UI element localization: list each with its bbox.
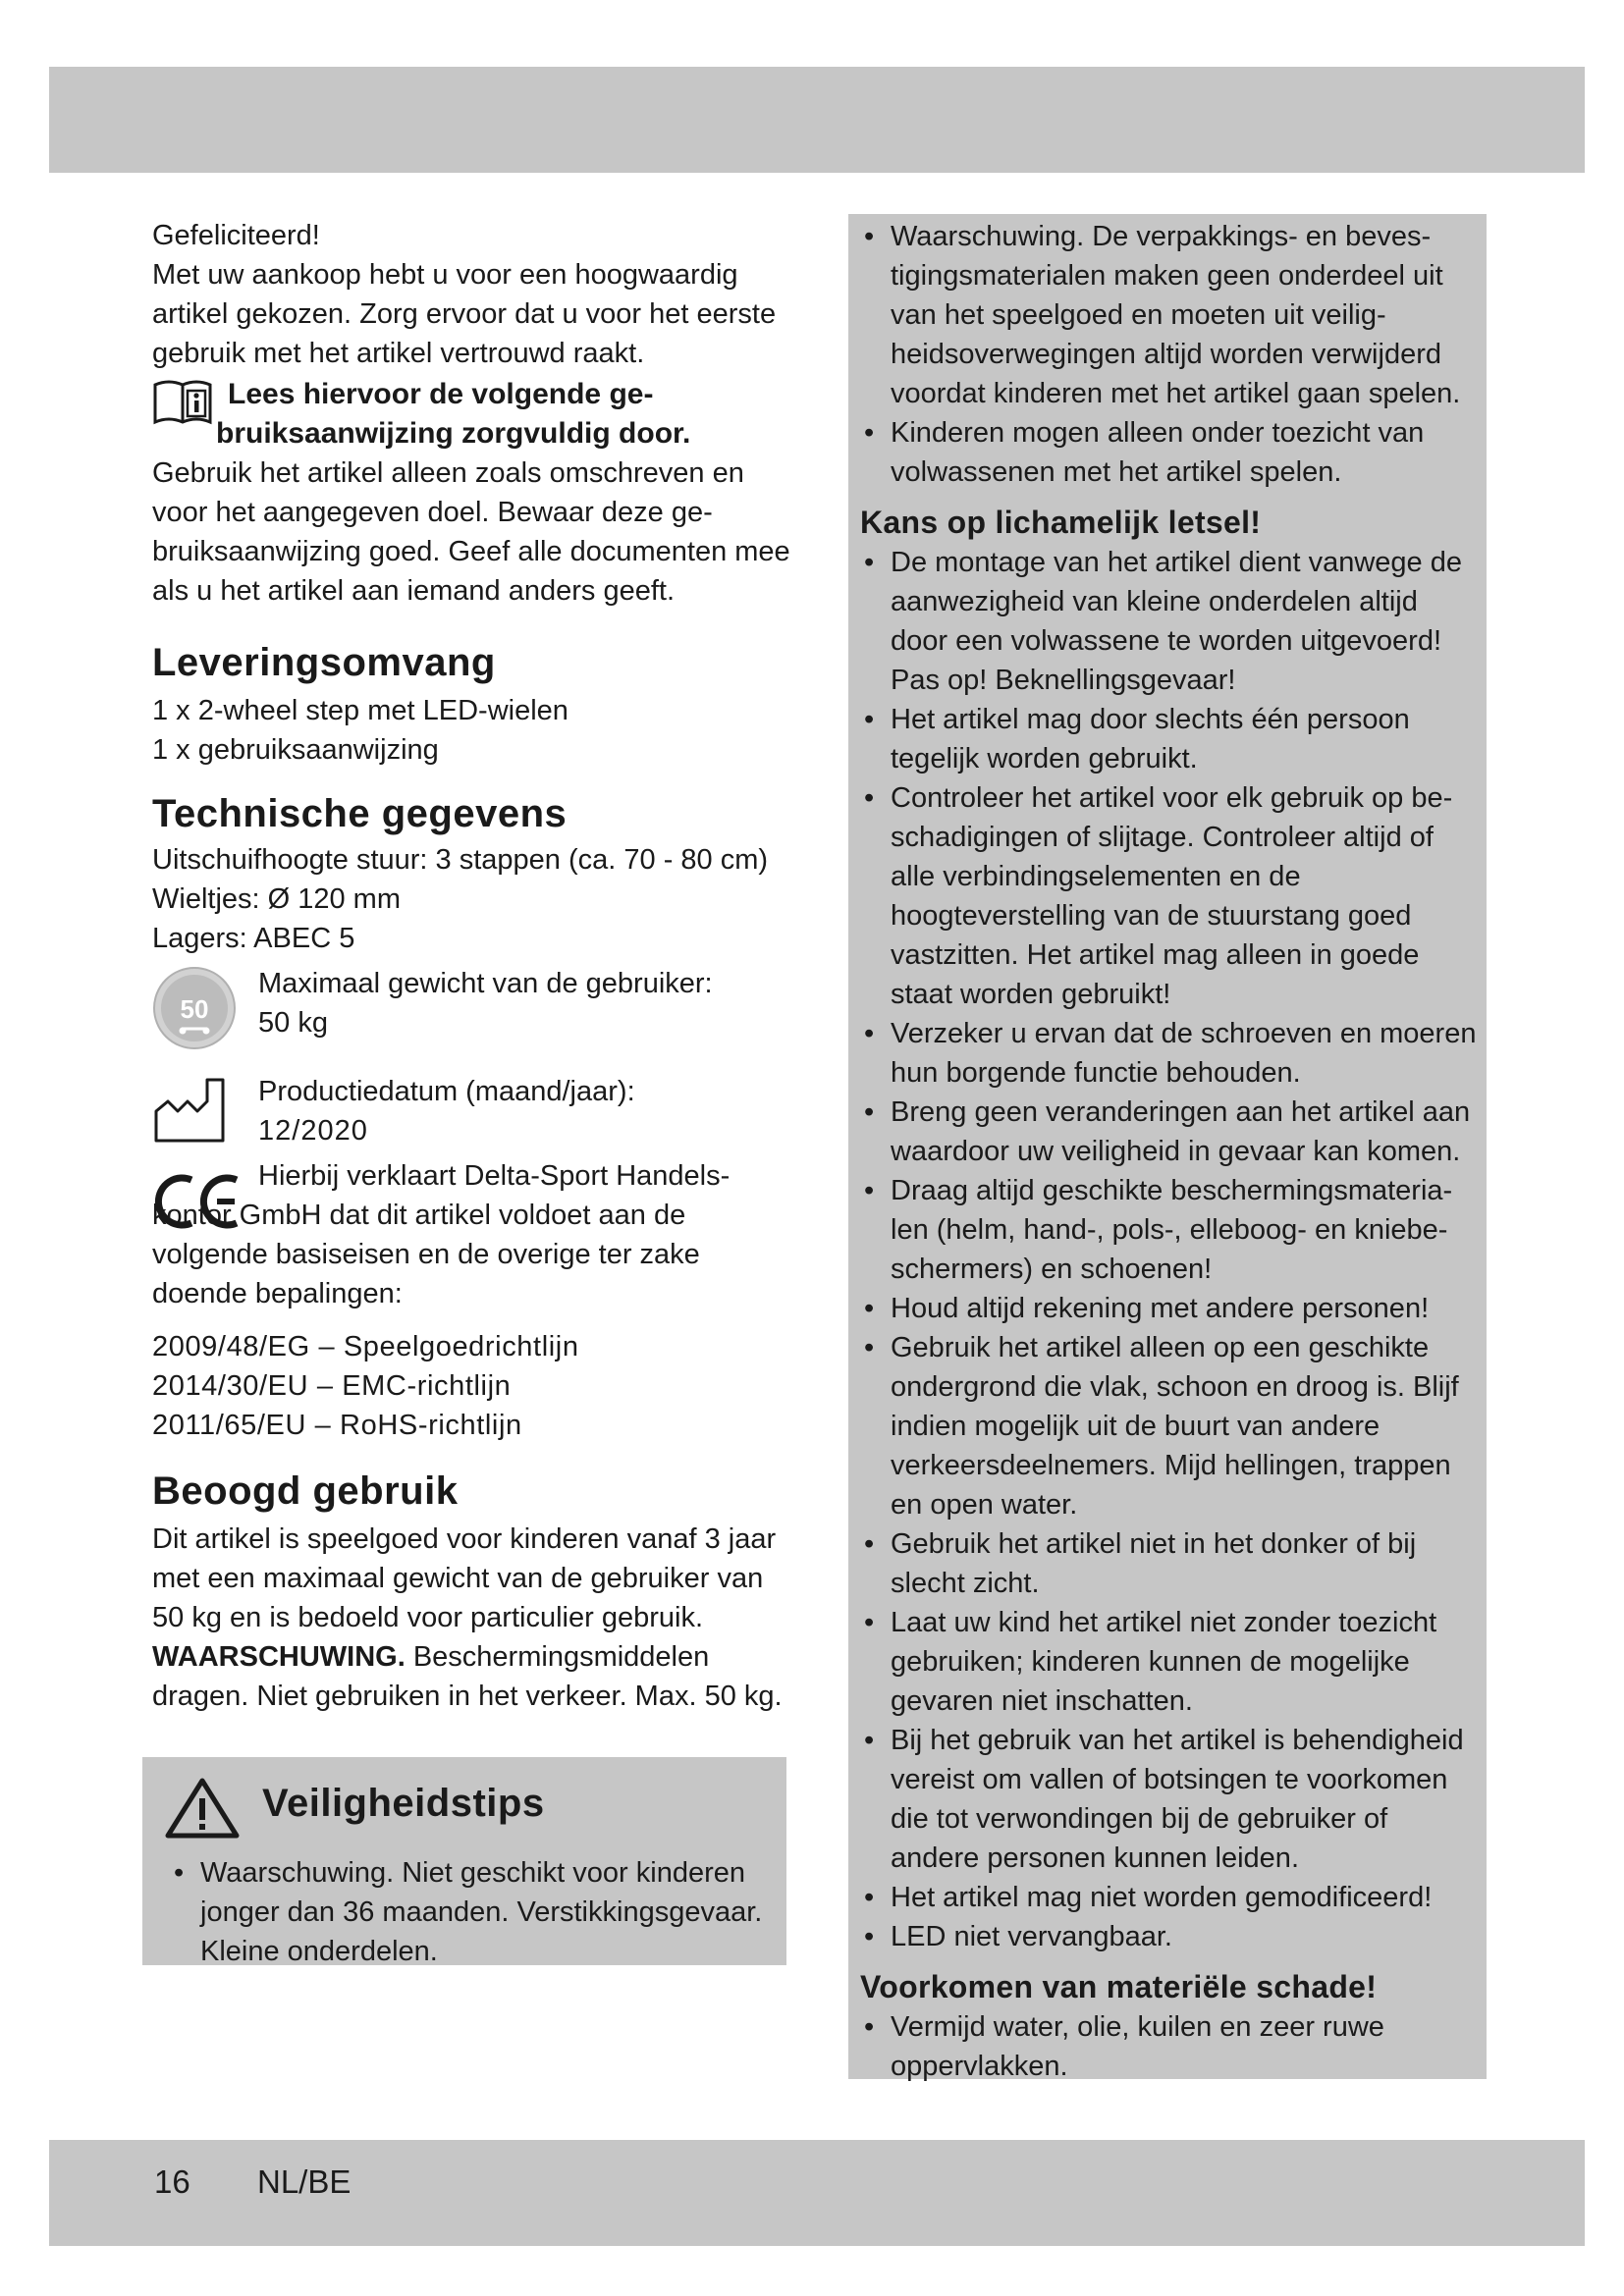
tech-line: Uitschuifhoogte stuur: 3 stappen (ca. 70 - 80 cm)	[152, 844, 769, 876]
delivery-item: 1 x gebruiksaanwijzing	[152, 734, 439, 766]
warning-item: • Waarschuwing. De verpakkings- en beves-tigingsmaterialen maken geen onderdeel uit van het speelgoed en moeten uit veilig-heidsoverwegingen altijd worden verwijderd voordat kinderen met het artikel gaan spelen.	[860, 217, 1477, 413]
safety-item: • Waarschuwing. Niet geschikt voor kinderen jonger dan 36 maanden. Verstikkingsgevaar. Kleine onderdelen.	[170, 1853, 769, 1971]
injury-item: • Het artikel mag door slechts één persoon tegelijk worden gebruikt.	[860, 700, 1477, 778]
greeting: Gefeliciteerd!	[152, 220, 320, 251]
note-line-1: Lees hiervoor de volgende ge-	[228, 378, 654, 410]
safety-tips-box	[142, 1757, 786, 1965]
injury-list	[860, 543, 1477, 1956]
production-date-label: Productiedatum (maand/jaar):	[258, 1076, 635, 1107]
directive: 2014/30/EU – EMC-richtlijn	[152, 1370, 512, 1402]
left-column	[152, 216, 790, 1716]
page-number: 16	[154, 2163, 190, 2200]
injury-item: • Houd altijd rekening met andere personen!	[860, 1289, 1477, 1328]
use-warning-text: Beschermingsmiddelen dragen. Niet gebruiken in het verkeer. Max. 50 kg.	[152, 1641, 783, 1712]
warning-triangle-icon	[164, 1777, 241, 1840]
ce-declaration-text: Hierbij verklaart Delta-Sport Handels-kontor GmbH dat dit artikel voldoet aan de volgende basiseisen en de overige ter zake doende bepalingen:	[152, 1160, 731, 1309]
header-bar	[49, 67, 1585, 173]
production-date-value: 12/2020	[258, 1115, 368, 1147]
general-warnings-list	[860, 217, 1477, 492]
tech-heading: Technische gegevens	[152, 792, 568, 835]
damage-list	[860, 2007, 1477, 2086]
damage-item: • Vermijd water, olie, kuilen en zeer ruwe oppervlakken.	[860, 2007, 1477, 2086]
use-warning-label: WAARSCHUWING.	[152, 1641, 406, 1673]
production-date-row	[152, 1072, 790, 1150]
read-instructions-note	[152, 375, 790, 454]
delivery-heading: Leveringsomvang	[152, 641, 496, 684]
injury-item: • Verzeker u ervan dat de schroeven en moeren hun borgende functie behouden.	[860, 1014, 1477, 1093]
use-heading: Beoogd gebruik	[152, 1469, 459, 1513]
max-weight-icon	[152, 966, 237, 1050]
tech-line: Wieltjes: Ø 120 mm	[152, 883, 401, 915]
right-column-box	[848, 214, 1487, 2082]
manual-info-icon	[152, 377, 213, 428]
language-code: NL/BE	[257, 2163, 352, 2200]
injury-item: • LED niet vervangbaar.	[860, 1917, 1477, 1956]
usage-instruction-text: Gebruik het artikel alleen zoals omschreven en voor het aangegeven doel. Bewaar deze ge-bruiksaanwijzing goed. Geef alle documenten mee als u het artikel aan iemand anders geeft.	[152, 457, 790, 607]
injury-item: • Laat uw kind het artikel niet zonder toezicht gebruiken; kinderen kunnen de mogelijke gevaren niet inschatten.	[860, 1603, 1477, 1721]
use-text: Dit artikel is speelgoed voor kinderen vanaf 3 jaar met een maximaal gewicht van de gebruiker van 50 kg en is bedoeld voor particulier gebruik.	[152, 1523, 777, 1633]
directive: 2009/48/EG – Speelgoedrichtlijn	[152, 1331, 579, 1362]
max-weight-row	[152, 964, 790, 1042]
note-line-2: bruiksaanwijzing zorgvuldig door.	[216, 417, 691, 450]
injury-item: • Breng geen veranderingen aan het artikel aan waardoor uw veiligheid in gevaar kan komen.	[860, 1093, 1477, 1171]
max-weight-value: 50 kg	[258, 1007, 328, 1039]
max-weight-label: Maximaal gewicht van de gebruiker:	[258, 968, 713, 999]
injury-item: • Gebruik het artikel alleen op een geschikte ondergrond die vlak, schoon en droog is. Blijf indien mogelijk uit de buurt van andere verkeersdeelnemers. Mijd hellingen, trappen en open water.	[860, 1328, 1477, 1524]
injury-item: • Controleer het artikel voor elk gebruik op be-schadigingen of slijtage. Controleer altijd of alle verbindingselementen en de hoogteverstelling van de stuurstang goed vastzitten. Het artikel mag alleen in goede staat worden gebruikt!	[860, 778, 1477, 1014]
warning-item: • Kinderen mogen alleen onder toezicht van volwassenen met het artikel spelen.	[860, 413, 1477, 492]
directive: 2011/65/EU – RoHS-richtlijn	[152, 1410, 522, 1441]
use-warning	[152, 1637, 790, 1716]
damage-heading: Voorkomen van materiële schade!	[860, 1969, 1378, 2004]
injury-item: • De montage van het artikel dient vanwege de aanwezigheid van kleine onderdelen altijd door een volwassene te worden uitgevoerd! Pas op! Beknellingsgevaar!	[860, 543, 1477, 700]
ce-mark-icon	[152, 1172, 243, 1231]
injury-item: • Gebruik het artikel niet in het donker of bij slecht zicht.	[860, 1524, 1477, 1603]
safety-heading: Veiligheidstips	[262, 1782, 545, 1825]
injury-item: • Bij het gebruik van het artikel is behendigheid vereist om vallen of botsingen te voorkomen die tot verwondingen bij de gebruiker of andere personen kunnen leiden.	[860, 1721, 1477, 1878]
safety-list	[170, 1853, 769, 1971]
injury-heading: Kans op lichamelijk letsel!	[860, 505, 1262, 540]
safety-heading-row	[164, 1777, 545, 1844]
injury-item: • Draag altijd geschikte beschermingsmateria-len (helm, hand-, pols-, elleboog- en kniebe-schermers) en schoenen!	[860, 1171, 1477, 1289]
right-column-content	[860, 217, 1477, 2086]
intro-text: Met uw aankoop hebt u voor een hoogwaardig artikel gekozen. Zorg ervoor dat u voor het eerste gebruik met het artikel vertrouwd raakt.	[152, 259, 777, 369]
max-weight-icon-number: 50	[180, 994, 209, 1024]
tech-line: Lagers: ABEC 5	[152, 923, 355, 954]
injury-item: • Het artikel mag niet worden gemodificeerd!	[860, 1878, 1477, 1917]
delivery-item: 1 x 2-wheel step met LED-wielen	[152, 695, 568, 726]
factory-date-icon	[152, 1076, 227, 1145]
